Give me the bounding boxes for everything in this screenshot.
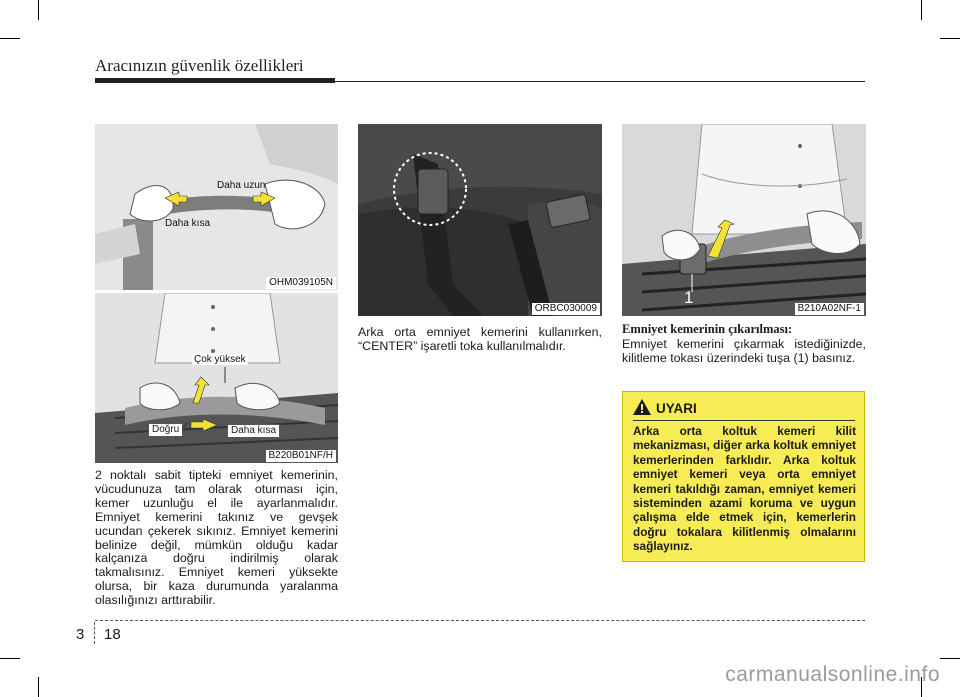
figure-lap-position	[95, 293, 338, 463]
callout-number: 1	[684, 288, 694, 307]
label-too-high: Çok yüksek	[194, 354, 246, 365]
section-subheading: Emniyet kemerinin çıkarılması:	[622, 322, 793, 336]
figure-code: ORBC030009	[532, 303, 600, 315]
crop-mark	[38, 677, 39, 697]
body-text-column-3: Emniyet kemerini çıkarmak istediğinizde, kilitleme tokası üzerindeki tuşa (1) basınız.	[622, 337, 866, 365]
warning-divider	[633, 420, 855, 421]
warning-box	[622, 391, 865, 562]
footer-rule	[95, 620, 865, 622]
crop-mark	[921, 0, 922, 20]
figure-center-buckle	[358, 124, 602, 316]
label-longer: Daha uzun	[217, 180, 266, 191]
figure-code: OHM039105N	[266, 277, 336, 289]
warning-title: UYARI	[656, 401, 697, 416]
page-number: 18	[104, 626, 121, 643]
label-correct: Doğru	[148, 423, 183, 437]
header-rule	[95, 78, 335, 83]
center-buckle-illustration	[358, 124, 602, 316]
crop-mark	[940, 658, 960, 659]
watermark: carmanualsonline.info	[725, 663, 940, 686]
figure-unbuckle	[622, 124, 866, 316]
page-header-title: Aracınızın güvenlik özellikleri	[95, 56, 304, 75]
body-text-column-1: 2 noktalı sabit tipteki emniyet kemerinin, vücudunuza tam olarak oturması için, kemer uzunluğu el ile ayarlanmalıdır. Emniyet kemerini takınız ve gevşek ucundan çekerek sıkınız. Emniyet kemerini belinize değil, mümkün olduğu kadar kalçanıza doğru indirilmiş olarak takmalısınız. Emniyet kemeri yüksekte olursa, bir kaza durumunda yaralanma olasılığınızı arttırabilir.	[95, 468, 338, 608]
belt-length-illustration	[95, 124, 338, 290]
figure-code: B210A02NF-1	[795, 303, 864, 315]
crop-mark	[940, 38, 960, 39]
crop-mark	[38, 0, 39, 20]
label-shorter: Daha kısa	[165, 218, 211, 229]
label-shorter: Daha kısa	[227, 424, 280, 438]
crop-mark	[0, 658, 20, 659]
page-number-separator	[94, 622, 96, 644]
crop-mark	[0, 38, 20, 39]
warning-text: Arka orta koltuk kemeri kilit mekanizması, diğer arka koltuk emniyet kemerlerinden farklıdır. Arka koltuk emniyet kemeri veya orta emniyet kemeri takıldığı zaman, emniyet kemeri sisteminden azami koruma ve uygun çalışma elde etmek için, kemerlerin doğru tokalara kilitlenmiş olmalarını sağlayınız.	[633, 424, 856, 554]
body-text-column-2: Arka orta emniyet kemerini kullanırken, “CENTER” işaretli toka kullanılmalıdır.	[358, 325, 602, 353]
warning-triangle-icon	[633, 399, 651, 415]
lap-belt-illustration	[95, 293, 338, 463]
section-number: 3	[76, 626, 85, 643]
header-rule-thin	[335, 81, 865, 82]
figure-code: B220B01NF/H	[266, 450, 336, 462]
unbuckle-illustration	[622, 124, 866, 316]
figure-belt-length	[95, 124, 338, 290]
